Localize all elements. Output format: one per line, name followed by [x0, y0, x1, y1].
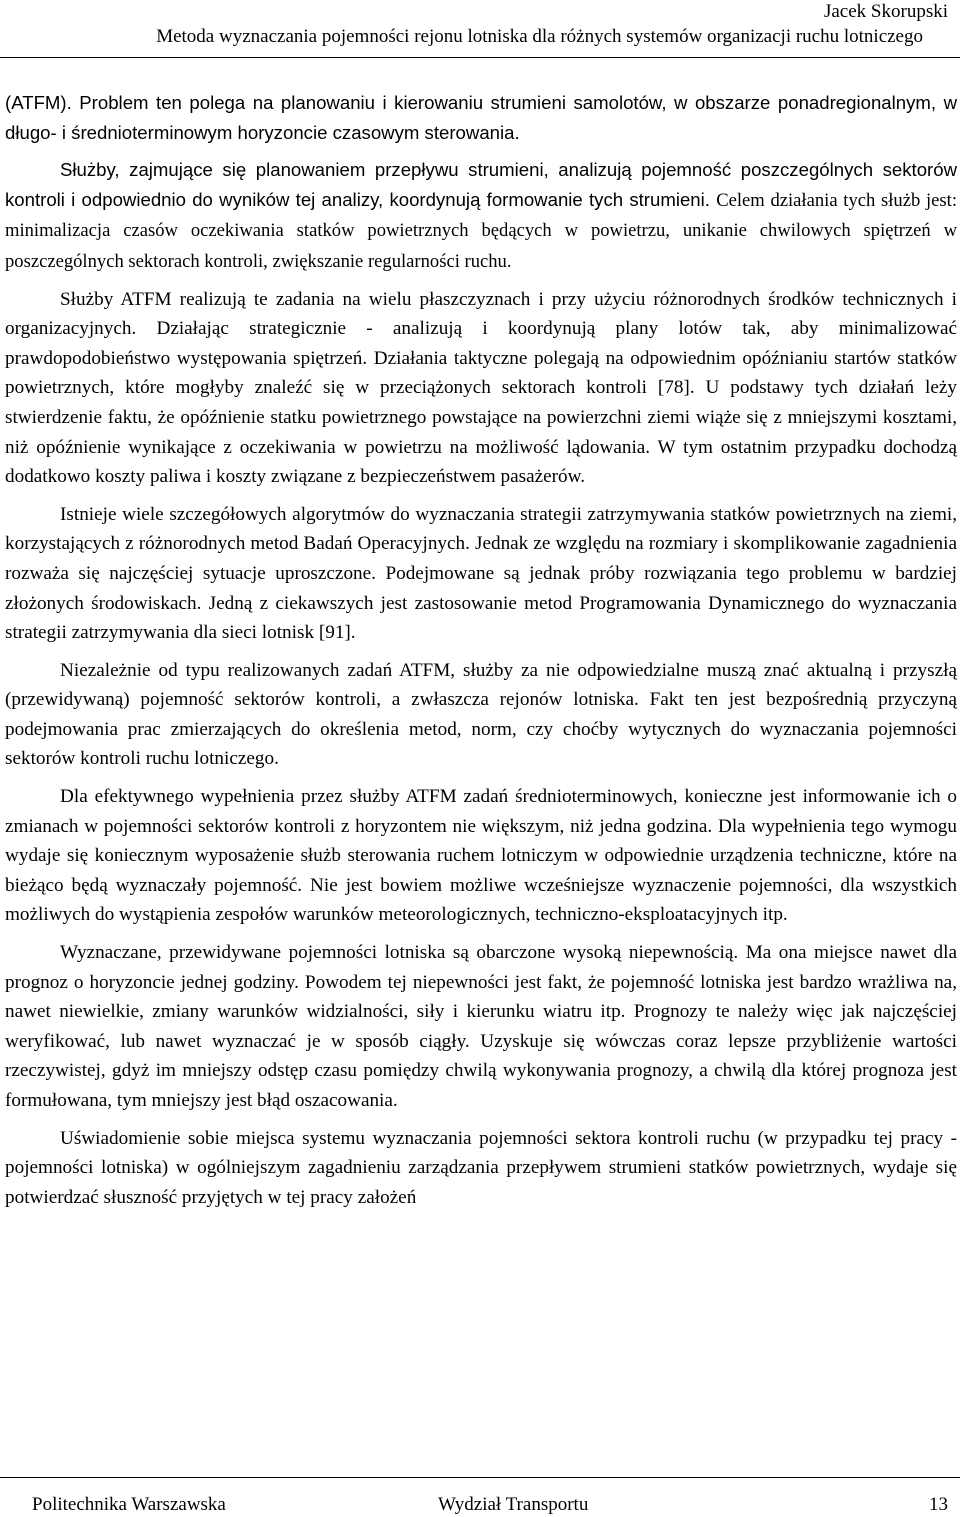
paragraph: Wyznaczane, przewidywane pojemności lotniska są obarczone wysoką niepewnością. Ma ona miejsce nawet dla prognoz o horyzoncie jednej godziny. Powodem tej niepewności jest fakt, że pojemność lotniska jest bardzo wrażliwa na, nawet niewielkie, zmiany warunków widzialności, siły i kierunku wiatru itp. Prognozy te należy więc jak najczęściej weryfikować, lub nawet wyznaczać je w sposób ciągły. Uzyskuje się wówczas coraz lepsze przybliżenie wartości rzeczywistej, gdyż im mniejszy odstęp czasu pomiędzy chwilą wykonywania prognozy, a chwilą dla której prognoza jest formułowana, tym mniejszy jest błąd oszacowania.	[5, 942, 957, 1111]
paragraph: Uświadomienie sobie miejsca systemu wyznaczania pojemności sektora kontroli ruchu (w przypadku tej pracy - pojemności lotniska) w ogólniejszym zagadnieniu zarządzania przepływem strumieni statków powietrznych, wydaje się potwierdzać słuszność przyjętych w tej pracy założeń	[5, 1127, 957, 1208]
footer-university: Politechnika Warszawska	[32, 1494, 226, 1515]
paragraph-text: Celem działania tych służb jest: minimalizacja czasów oczekiwania statków powietrznych będących w powietrzu, unikanie chwilowych spiętrzeń w poszczególnych sektorach kontroli, zwiększanie regularności ruchu.	[5, 189, 957, 272]
body-text	[5, 88, 957, 1212]
header-title: Metoda wyznaczania pojemności rejonu lotniska dla różnych systemów organizacji ruchu lotniczego	[156, 26, 923, 47]
paragraph: Służby ATFM realizują te zadania na wielu płaszczyznach i przy użyciu różnorodnych środków technicznych i organizacyjnych. Działając strategicznie - analizują i koordynują plany lotów tak, aby minimalizować prawdopodobieństwo występowania spiętrzeń. Działania taktyczne polegają na odpowiednim opóźnianiu startów statków powietrznych, które mogłyby znaleźć się w przeciążonych sektorach kontroli [78]. U podstawy tych działań leży stwierdzenie faktu, że opóźnienie statku powietrznego powstające na powierzchni ziemi wiąże się z mniejszymi kosztami, niż opóźnienie wynikające z oczekiwania w powietrzu na możliwość lądowania. W tym ostatnim przypadku dochodzą dodatkowo koszty paliwa i koszty związane z bezpieczeństwem pasażerów.	[5, 288, 957, 488]
paragraph	[5, 155, 957, 276]
paragraph-text: Służby, zajmujące się planowaniem przepływu strumieni, analizują pojemność poszczególnych sektorów kontroli i odpowiednio do wyników tej analizy, koordynują formowanie tych strumieni.	[5, 159, 957, 210]
paragraph: (ATFM). Problem ten polega na planowaniu i kierowaniu strumieni samolotów, w obszarze ponadregionalnym, w długo- i średnioterminowym horyzoncie czasowym sterowania.	[5, 92, 957, 143]
header-author: Jacek Skorupski	[823, 1, 948, 22]
page-number: 13	[929, 1494, 948, 1515]
footer-faculty: Wydział Transportu	[438, 1494, 589, 1515]
paragraph: Istnieje wiele szczegółowych algorytmów do wyznaczania strategii zatrzymywania statków powietrznych na ziemi, korzystających z różnorodnych metod Badań Operacyjnych. Jednak ze względu na rozmiary i skomplikowanie zagadnienia rozważa się najczęściej sytuacje uproszczone. Podejmowane są jednak próby rozwiązania tego problemu w bardziej złożonych środowiskach. Jedną z ciekawszych jest zastosowanie metod Programowania Dynamicznego do wyznaczania strategii zatrzymywania dla sieci lotnisk [91].	[5, 503, 957, 644]
header-rule	[0, 57, 960, 58]
paragraph: Dla efektywnego wypełnienia przez służby ATFM zadań średnioterminowych, konieczne jest informowanie ich o zmianach w pojemności sektorów kontroli z horyzontem nie większym, niż jedna godzina. Dla wypełnienia tego wymogu wydaje się koniecznym wyposażenie służb sterowania ruchem lotniczym w odpowiednie urządzenia techniczne, które na bieżąco będą wyznaczały pojemność. Nie jest bowiem możliwe wcześniejsze wyznaczenie pojemności, dla wszystkich możliwych do wystąpienia zespołów warunków meteorologicznych, techniczno-eksploatacyjnych itp.	[5, 786, 957, 926]
footer-rule	[0, 1477, 960, 1478]
paragraph: Niezależnie od typu realizowanych zadań ATFM, służby za nie odpowiedzialne muszą znać aktualną i przyszłą (przewidywaną) pojemność sektorów kontroli, a zwłaszcza rejonów lotniska. Fakt ten jest bezpośrednią przyczyną podejmowania prac zmierzających do określenia metod, norm, czy choćby wytycznych do wyznaczania pojemności sektorów kontroli ruchu lotniczego.	[5, 659, 957, 770]
